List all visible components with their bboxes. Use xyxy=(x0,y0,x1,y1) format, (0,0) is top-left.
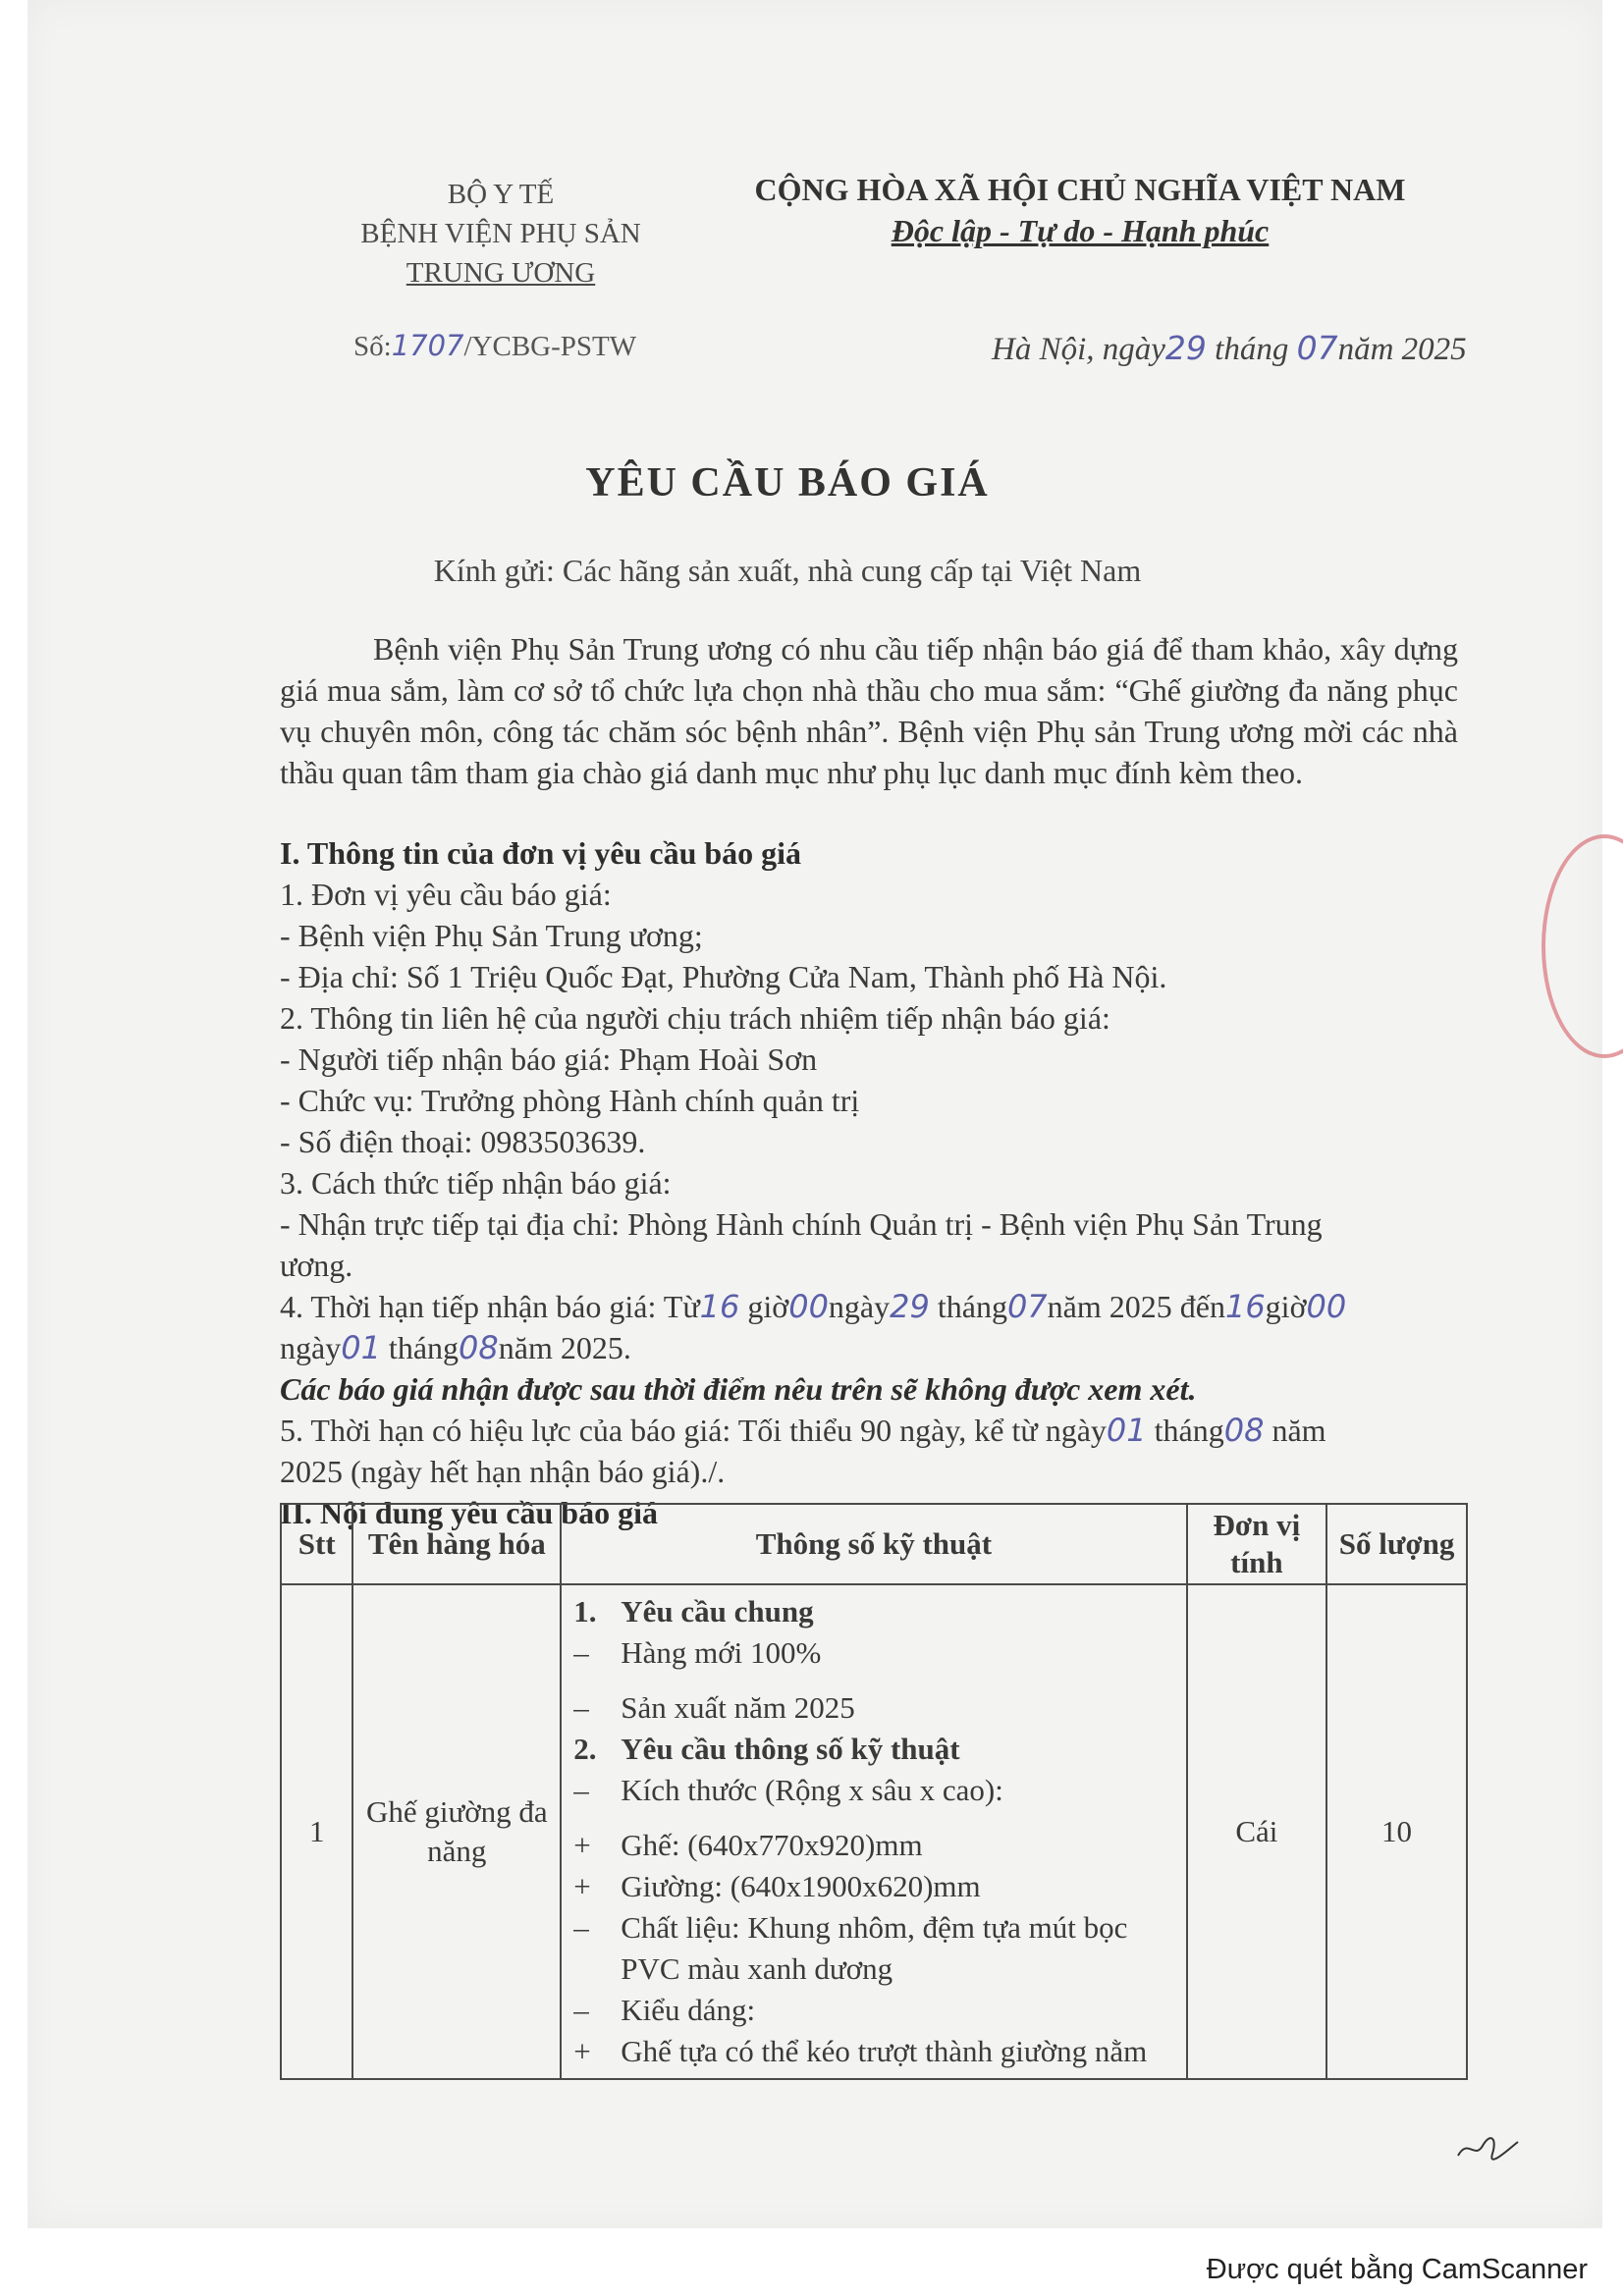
recipient-line: Kính gửi: Các hãng sản xuất, nhà cung cấp tại Việt Nam xyxy=(433,553,1142,588)
spec-item-text: Kích thước (Rộng x sâu x cao): xyxy=(621,1773,1003,1807)
deadline-minute-from: 00 xyxy=(788,1288,829,1325)
deadline-text: ngày xyxy=(828,1289,891,1324)
section1-line: - Người tiếp nhận báo giá: Phạm Hoài Sơn xyxy=(280,1041,818,1077)
document-number xyxy=(353,329,636,363)
spec-item-text: Hàng mới 100% xyxy=(621,1635,822,1670)
dash-marker: – xyxy=(573,1993,589,2027)
col-qty: Số lượng xyxy=(1326,1504,1467,1584)
table-row xyxy=(281,1584,1467,2079)
spec-item xyxy=(573,1990,1173,2031)
deadline-text: tháng xyxy=(388,1330,460,1365)
plus-marker: + xyxy=(573,1828,591,1862)
intro-paragraph: Bệnh viện Phụ Sản Trung ương có nhu cầu tiếp nhận báo giá để tham khảo, xây dựng giá mua sắm, làm cơ sở tổ chức lựa chọn nhà thầu cho mua sắm: “Ghế giường đa năng phục vụ chuyên môn, công tác chăm sóc bệnh nhân”. Bệnh viện Phụ sản Trung ương mời các nhà thầu quan tâm tham gia chào giá danh mục như phụ lục danh mục đính kèm theo. xyxy=(280,631,1458,790)
section1-line: - Số điện thoại: 0983503639. xyxy=(280,1124,646,1159)
cell-spec xyxy=(561,1584,1186,2079)
spec-heading-number: 1. xyxy=(573,1594,597,1629)
section1-line: 2. Thông tin liên hệ của người chịu trách nhiệm tiếp nhận báo giá: xyxy=(280,1000,1110,1036)
section2-heading: II. Nội dung yêu cầu báo giá xyxy=(280,1495,658,1530)
spec-item xyxy=(573,1907,1173,1990)
spec-heading-number: 2. xyxy=(573,1732,597,1766)
spec-item-text: Giường: (640x1900x620)mm xyxy=(621,1869,981,1903)
deadline-text: 4. Thời hạn tiếp nhận báo giá: Từ xyxy=(280,1289,700,1324)
hospital-name-line1: BỆNH VIỆN PHỤ SẢN xyxy=(360,218,641,249)
date-month: 07 xyxy=(1296,329,1338,367)
spec-heading-text: Yêu cầu chung xyxy=(621,1594,814,1629)
cell-name: Ghế giường đa năng xyxy=(352,1584,561,2079)
date-month-label: tháng xyxy=(1215,332,1289,367)
col-unit: Đơn vị tính xyxy=(1187,1504,1326,1584)
dash-marker: – xyxy=(573,1910,589,1945)
deadline-line xyxy=(280,1286,1458,1327)
cell-qty: 10 xyxy=(1326,1584,1467,2079)
col-stt: Stt xyxy=(281,1504,352,1584)
spec-item-text: Ghế: (640x770x920)mm xyxy=(621,1828,923,1862)
plus-marker: + xyxy=(573,2034,591,2068)
deadline-text: năm 2025 đến xyxy=(1047,1289,1225,1324)
deadline-day-from: 29 xyxy=(890,1288,930,1325)
issuer-block xyxy=(295,175,707,293)
spec-item xyxy=(573,1770,1173,1811)
spec-table xyxy=(280,1503,1468,2080)
ministry-name: BỘ Y TẾ xyxy=(447,179,555,210)
page-title: YÊU CẦU BÁO GIÁ xyxy=(585,460,990,506)
section1-line: - Nhận trực tiếp tại địa chỉ: Phòng Hành chính Quản trị - Bệnh viện Phụ Sản Trung xyxy=(280,1206,1323,1242)
late-note: Các báo giá nhận được sau thời điểm nêu trên sẽ không được xem xét. xyxy=(280,1371,1197,1407)
section1-line: 3. Cách thức tiếp nhận báo giá: xyxy=(280,1165,672,1201)
validity-day: 01 xyxy=(1106,1412,1147,1449)
spec-item-text: Sản xuất năm 2025 xyxy=(621,1690,855,1725)
so-number-handwritten: 1707 xyxy=(391,329,464,362)
col-name: Tên hàng hóa xyxy=(352,1504,561,1584)
deadline-month-to: 08 xyxy=(459,1329,499,1366)
deadline-minute-to: 00 xyxy=(1306,1288,1347,1325)
country-name: CỘNG HÒA XÃ HỘI CHỦ NGHĨA VIỆT NAM xyxy=(754,172,1406,207)
deadline-text: giờ xyxy=(747,1289,789,1324)
deadline-month-from: 07 xyxy=(1006,1288,1048,1325)
validity-text: tháng xyxy=(1154,1413,1224,1448)
section1-line: - Địa chỉ: Số 1 Triệu Quốc Đạt, Phường Cửa Nam, Thành phố Hà Nội. xyxy=(280,959,1167,994)
dash-marker: – xyxy=(573,1635,589,1670)
deadline-hour-to: 16 xyxy=(1224,1288,1266,1325)
motto: Độc lập - Tự do - Hạnh phúc xyxy=(891,213,1270,248)
section1 xyxy=(280,832,1458,1533)
deadline-day-to: 01 xyxy=(341,1329,381,1366)
plus-marker: + xyxy=(573,1869,591,1903)
section1-line: 1. Đơn vị yêu cầu báo giá: xyxy=(280,877,612,912)
validity-month: 08 xyxy=(1223,1412,1265,1449)
date-city: Hà Nội, ngày xyxy=(992,332,1165,367)
spec-item xyxy=(573,2031,1173,2072)
date-day: 29 xyxy=(1164,329,1207,367)
deadline-line-2 xyxy=(280,1327,1458,1368)
spec-item-text: Chất liệu: Khung nhôm, đệm tựa mút bọc PVC màu xanh dương xyxy=(621,1910,1128,1986)
deadline-text: giờ xyxy=(1265,1289,1307,1324)
scanner-watermark: Được quét bằng CamScanner xyxy=(1206,2254,1588,2285)
spec-item-text: Kiểu dáng: xyxy=(621,1993,756,2027)
deadline-text: năm 2025. xyxy=(498,1330,631,1365)
col-spec: Thông số kỹ thuật xyxy=(561,1504,1186,1584)
section1-line: ương. xyxy=(280,1248,353,1283)
spec-item xyxy=(573,1632,1173,1674)
section1-line: - Chức vụ: Trưởng phòng Hành chính quản trị xyxy=(280,1083,860,1118)
so-suffix: /YCBG-PSTW xyxy=(463,331,637,362)
dash-marker: – xyxy=(573,1690,589,1725)
cell-stt: 1 xyxy=(281,1584,352,2079)
section1-line: - Bệnh viện Phụ Sản Trung ương; xyxy=(280,918,703,953)
validity-text: năm xyxy=(1271,1413,1326,1448)
validity-text: 5. Thời hạn có hiệu lực của báo giá: Tối thiểu 90 ngày, kể từ ngày xyxy=(280,1413,1107,1448)
deadline-hour-from: 16 xyxy=(699,1288,740,1325)
hospital-name-line2: TRUNG ƯƠNG xyxy=(406,257,596,289)
spec-item xyxy=(573,1687,1173,1729)
initials-signature xyxy=(1453,2128,1522,2167)
table-header-row xyxy=(281,1504,1467,1584)
spec-item xyxy=(573,1825,1173,1866)
section1-heading: I. Thông tin của đơn vị yêu cầu báo giá xyxy=(280,835,802,871)
deadline-text: ngày xyxy=(280,1330,342,1365)
dash-marker: – xyxy=(573,1773,589,1807)
spec-heading xyxy=(573,1729,1173,1770)
national-header xyxy=(727,169,1434,251)
spec-item xyxy=(573,1866,1173,1907)
deadline-text: tháng xyxy=(937,1289,1007,1324)
validity-line-2: 2025 (ngày hết hạn nhận báo giá)./. xyxy=(280,1454,726,1489)
cell-unit: Cái xyxy=(1187,1584,1326,2079)
spec-heading-text: Yêu cầu thông số kỹ thuật xyxy=(621,1732,960,1766)
document-date xyxy=(992,329,1467,368)
spec-heading xyxy=(573,1591,1173,1632)
so-prefix: Số: xyxy=(353,331,392,362)
spec-item-text: Ghế tựa có thể kéo trượt thành giường nằm xyxy=(621,2034,1148,2068)
validity-line xyxy=(280,1410,1458,1451)
date-year: năm 2025 xyxy=(1337,332,1467,367)
